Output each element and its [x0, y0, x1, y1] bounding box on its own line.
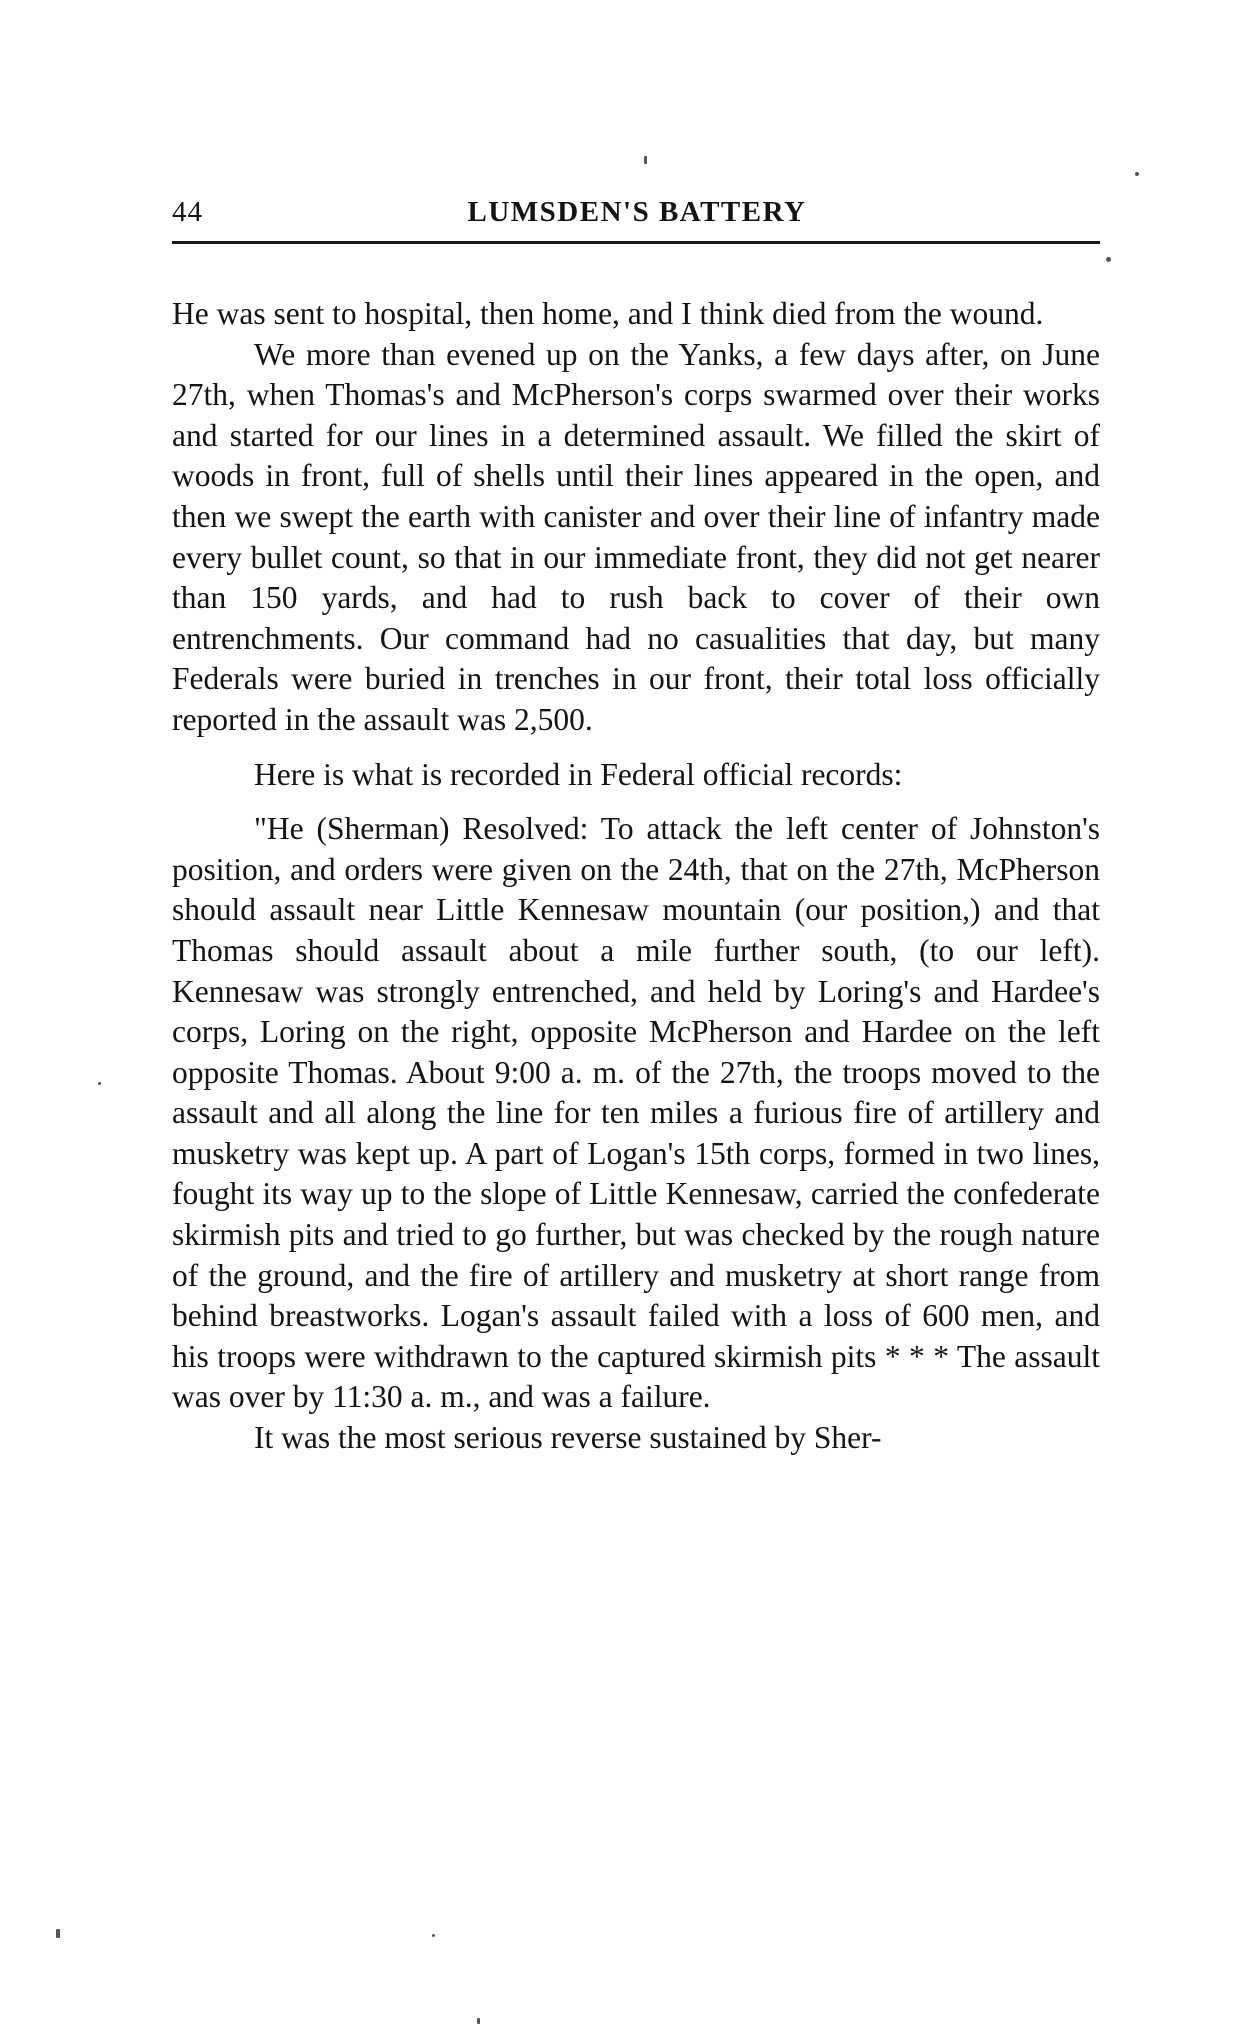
paragraph-quotation: "He (Sherman) Resolved: To attack the left center of Johnston's position, and orders were given on the 24th, that on the 27th, McPherson should assault near Little Kennesaw mountain (our position,) and that Thomas should assault about a mile further south, (to our left). Kennesaw was strongly entrenched, and held by Loring's and Hardee's corps, Loring on the right, opposite McPherson and Hardee on the left opposite Thomas. About 9:00 a. m. of the 27th, the troops moved to the assault and all along the line for ten miles a furious fire of artillery and musketry was kept up. A part of Logan's 15th corps, formed in two lines, fought its way up to the slope of Little Kennesaw, carried the confederate skirmish pits and tried to go further, but was checked by the rough nature of the ground, and the fire of artillery and musketry at short range from behind breastworks. Logan's assault failed with a loss of 600 men, and his troops were withdrawn to the captured skirmish pits * * * The assault was over by 11:30 a. m., and was a failure.: [172, 811, 1100, 1415]
scan-speck: [56, 1929, 60, 1938]
scan-speck: [1135, 172, 1139, 176]
scan-speck: [98, 1082, 101, 1085]
paragraph-continued: He was sent to hospital, then home, and I think died from the wound.: [172, 296, 1044, 331]
running-title: LUMSDEN'S BATTERY: [467, 196, 807, 228]
paragraph-records-intro: Here is what is recorded in Federal official records:: [254, 756, 903, 792]
scan-speck: [432, 1934, 435, 1937]
scan-speck: [477, 2018, 480, 2024]
running-head: [172, 196, 1102, 236]
page-number: 44: [172, 196, 203, 228]
scan-speck: [1106, 257, 1111, 262]
header-rule: [172, 241, 1100, 244]
paragraph-assault: We more than evened up on the Yanks, a few days after, on June 27th, when Thomas's and McPherson's corps swarmed over their works and started for our lines in a determined assault. We filled the skirt of woods in front, full of shells until their lines appeared in the open, and then we swept the earth with canister and over their line of infantry made every bullet count, so that in our immediate front, they did not get nearer than 150 yards, and had to rush back to cover of their own entrenchments. Our command had no casualities that day, but many Federals were buried in trenches in our front, their total loss officially reported in the assault was 2,500.: [172, 336, 1100, 737]
body-text: [172, 294, 1100, 1459]
scan-speck: [644, 156, 647, 164]
paragraph-reverse: It was the most serious reverse sustained by Sher-: [254, 1420, 882, 1456]
